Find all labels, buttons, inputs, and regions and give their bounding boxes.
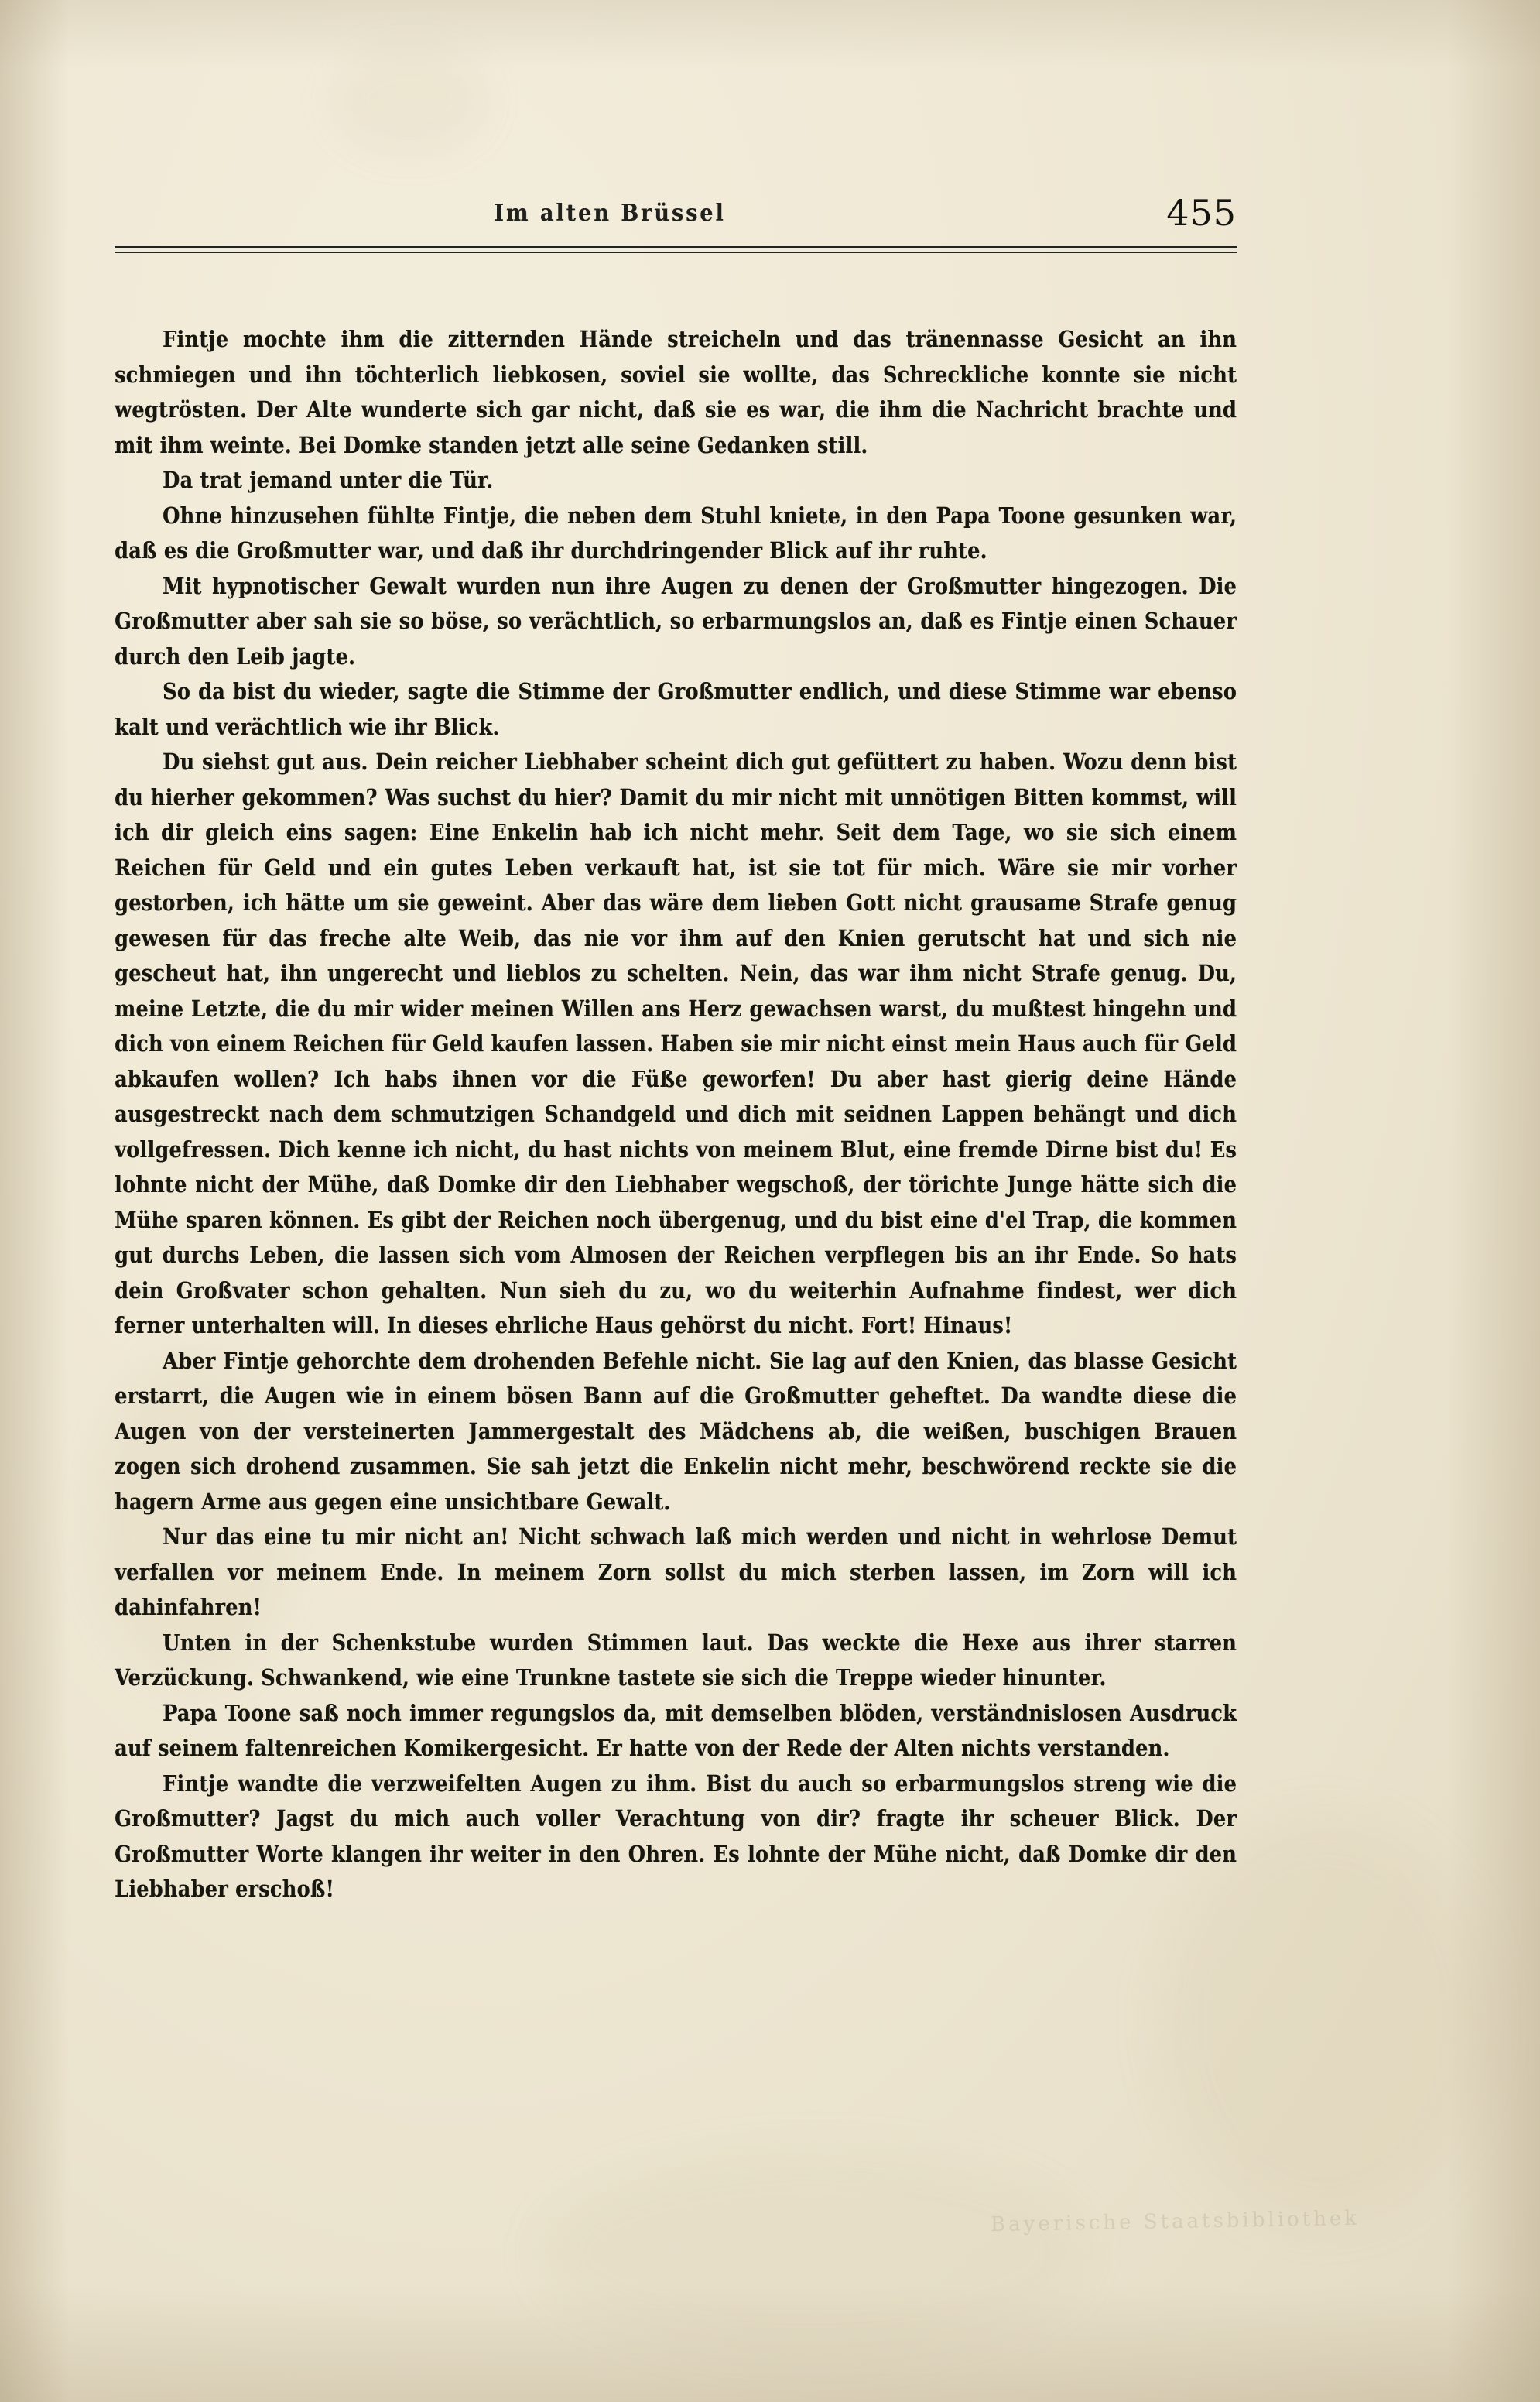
page-number: 455: [1166, 192, 1237, 234]
library-watermark: Bayerische Staatsbibliothek: [990, 2206, 1360, 2237]
paragraph: Papa Toone saß noch immer regungslos da, mit demselben blöden, verständnislosen Ausdruck auf seinem faltenreichen Komikergesicht. Er hatte von der Rede der Alten nichts verstanden.: [115, 1699, 1237, 1761]
running-title: Im alten Brüssel: [494, 200, 726, 227]
body-text: [115, 322, 1237, 1907]
paper-stain: [542, 2152, 1083, 2353]
page-edge-shadow-bottom: [0, 2286, 1540, 2402]
page-content: [115, 194, 1237, 1907]
paragraph: Da trat jemand unter die Tür.: [163, 467, 494, 493]
paper-stain: [333, 46, 488, 155]
header-rule: [115, 246, 1237, 253]
paragraph: So da bist du wieder, sagte die Stimme der Großmutter endlich, und diese Stimme war ebenso kalt und verächtlich wie ihr Blick.: [115, 678, 1237, 740]
paragraph: Aber Fintje gehorchte dem drohenden Befehle nicht. Sie lag auf den Knien, das blasse Gesicht erstarrt, die Augen wie in einem bösen Bann auf die Großmutter geheftet. Da wandte diese die Augen von der versteinerten Jammergestalt des Mädchens ab, die weißen, buschigen Brauen zogen sich drohend zusammen. Sie sah jetzt die Enkelin nicht mehr, beschwörend reckte sie die hagern Arme aus gegen eine unsichtbare Gewalt.: [115, 1347, 1237, 1515]
paragraph: Mit hypnotischer Gewalt wurden nun ihre Augen zu denen der Großmutter hingezogen. Die Großmutter aber sah sie so böse, so verächtlich, so erbarmungslos an, daß es Fintje einen Schauer durch den Leib jagte.: [115, 572, 1237, 670]
page-header: [115, 194, 1237, 248]
paragraph: Nur das eine tu mir nicht an! Nicht schwach laß mich werden und nicht in wehrlose Demut verfallen vor meinem Ende. In meinem Zorn sollst du mich sterben lassen, im Zorn will ich dahinfahren!: [115, 1523, 1237, 1620]
paragraph: Unten in der Schenkstube wurden Stimmen laut. Das weckte die Hexe aus ihrer starren Verzückung. Schwankend, wie eine Trunkne tastete sie sich die Treppe wieder hinunter.: [115, 1629, 1237, 1691]
page-edge-shadow-right: [1447, 0, 1540, 2402]
paragraph: Du siehst gut aus. Dein reicher Liebhaber scheint dich gut gefüttert zu haben. Wozu denn bist du hierher gekommen? Was suchst du hier? Damit du mir nicht mit unnötigen Bitten kommst, will ich dir gleich eins sagen: Eine Enkelin hab ich nicht mehr. Seit dem Tage, wo sie sich einem Reichen für Geld und ein gutes Leben verkauft hat, ist sie tot für mich. Wäre sie mir vorher gestorben, ich hätte um sie geweint. Aber das wäre dem lieben Gott nicht grausame Strafe genug gewesen für das freche alte Weib, das nie vor ihm auf den Knien gerutscht hat und sich nie gescheut hat, ihn ungerecht und lieblos zu schelten. Nein, das war ihm nicht Strafe genug. Du, meine Letzte, die du mir wider meinen Willen ans Herz gewachsen warst, du mußtest hingehn und dich von einem Reichen für Geld kaufen lassen. Haben sie mir nicht einst mein Haus auch für Geld abkaufen wollen? Ich habs ihnen vor die Füße geworfen! Du aber hast gierig deine Hände ausgestreckt nach dem schmutzigen Schandgeld und dich mit seidnen Lappen behängt und dich vollgefressen. Dich kenne ich nicht, du hast nichts von meinem Blut, eine fremde Dirne bist du! Es lohnte nicht der Mühe, daß Domke dir den Liebhaber wegschoß, der törichte Junge hätte sich die Mühe sparen können. Es gibt der Reichen noch übergenug, und du bist eine d'el Trap, die kommen gut durchs Leben, die lassen sich vom Almosen der Reichen verpflegen bis an ihr Ende. So hats dein Großvater schon gehalten. Nun sieh du zu, wo du weiterhin Aufnahme findest, wer dich ferner unterhalten will. In dieses ehrliche Haus gehörst du nicht. Fort! Hinaus!: [115, 749, 1237, 1338]
paragraph: Fintje wandte die verzweifelten Augen zu ihm. Bist du auch so erbarmungslos streng wie die Großmutter? Jagst du mich auch voller Verachtung von dir? fragte ihr scheuer Blick. Der Großmutter Worte klangen ihr weiter in den Ohren. Es lohnte der Mühe nicht, daß Domke dir den Liebhaber erschoß!: [115, 1770, 1237, 1902]
paragraph: Fintje mochte ihm die zitternden Hände streicheln und das tränennasse Gesicht an ihn schmiegen und ihn töchterlich liebkosen, soviel sie wollte, das Schreckliche konnte sie nicht wegtrösten. Der Alte wunderte sich gar nicht, daß sie es war, die ihm die Nachricht brachte und mit ihm weinte. Bei Domke standen jetzt alle seine Gedanken still.: [115, 326, 1237, 458]
page-edge-shadow-left: [0, 0, 70, 2402]
paragraph: Ohne hinzusehen fühlte Fintje, die neben dem Stuhl kniete, in den Papa Toone gesunken war, daß es die Großmutter war, und daß ihr durchdringender Blick auf ihr ruhte.: [115, 502, 1237, 564]
page-edge-shadow-top: [0, 0, 1540, 70]
